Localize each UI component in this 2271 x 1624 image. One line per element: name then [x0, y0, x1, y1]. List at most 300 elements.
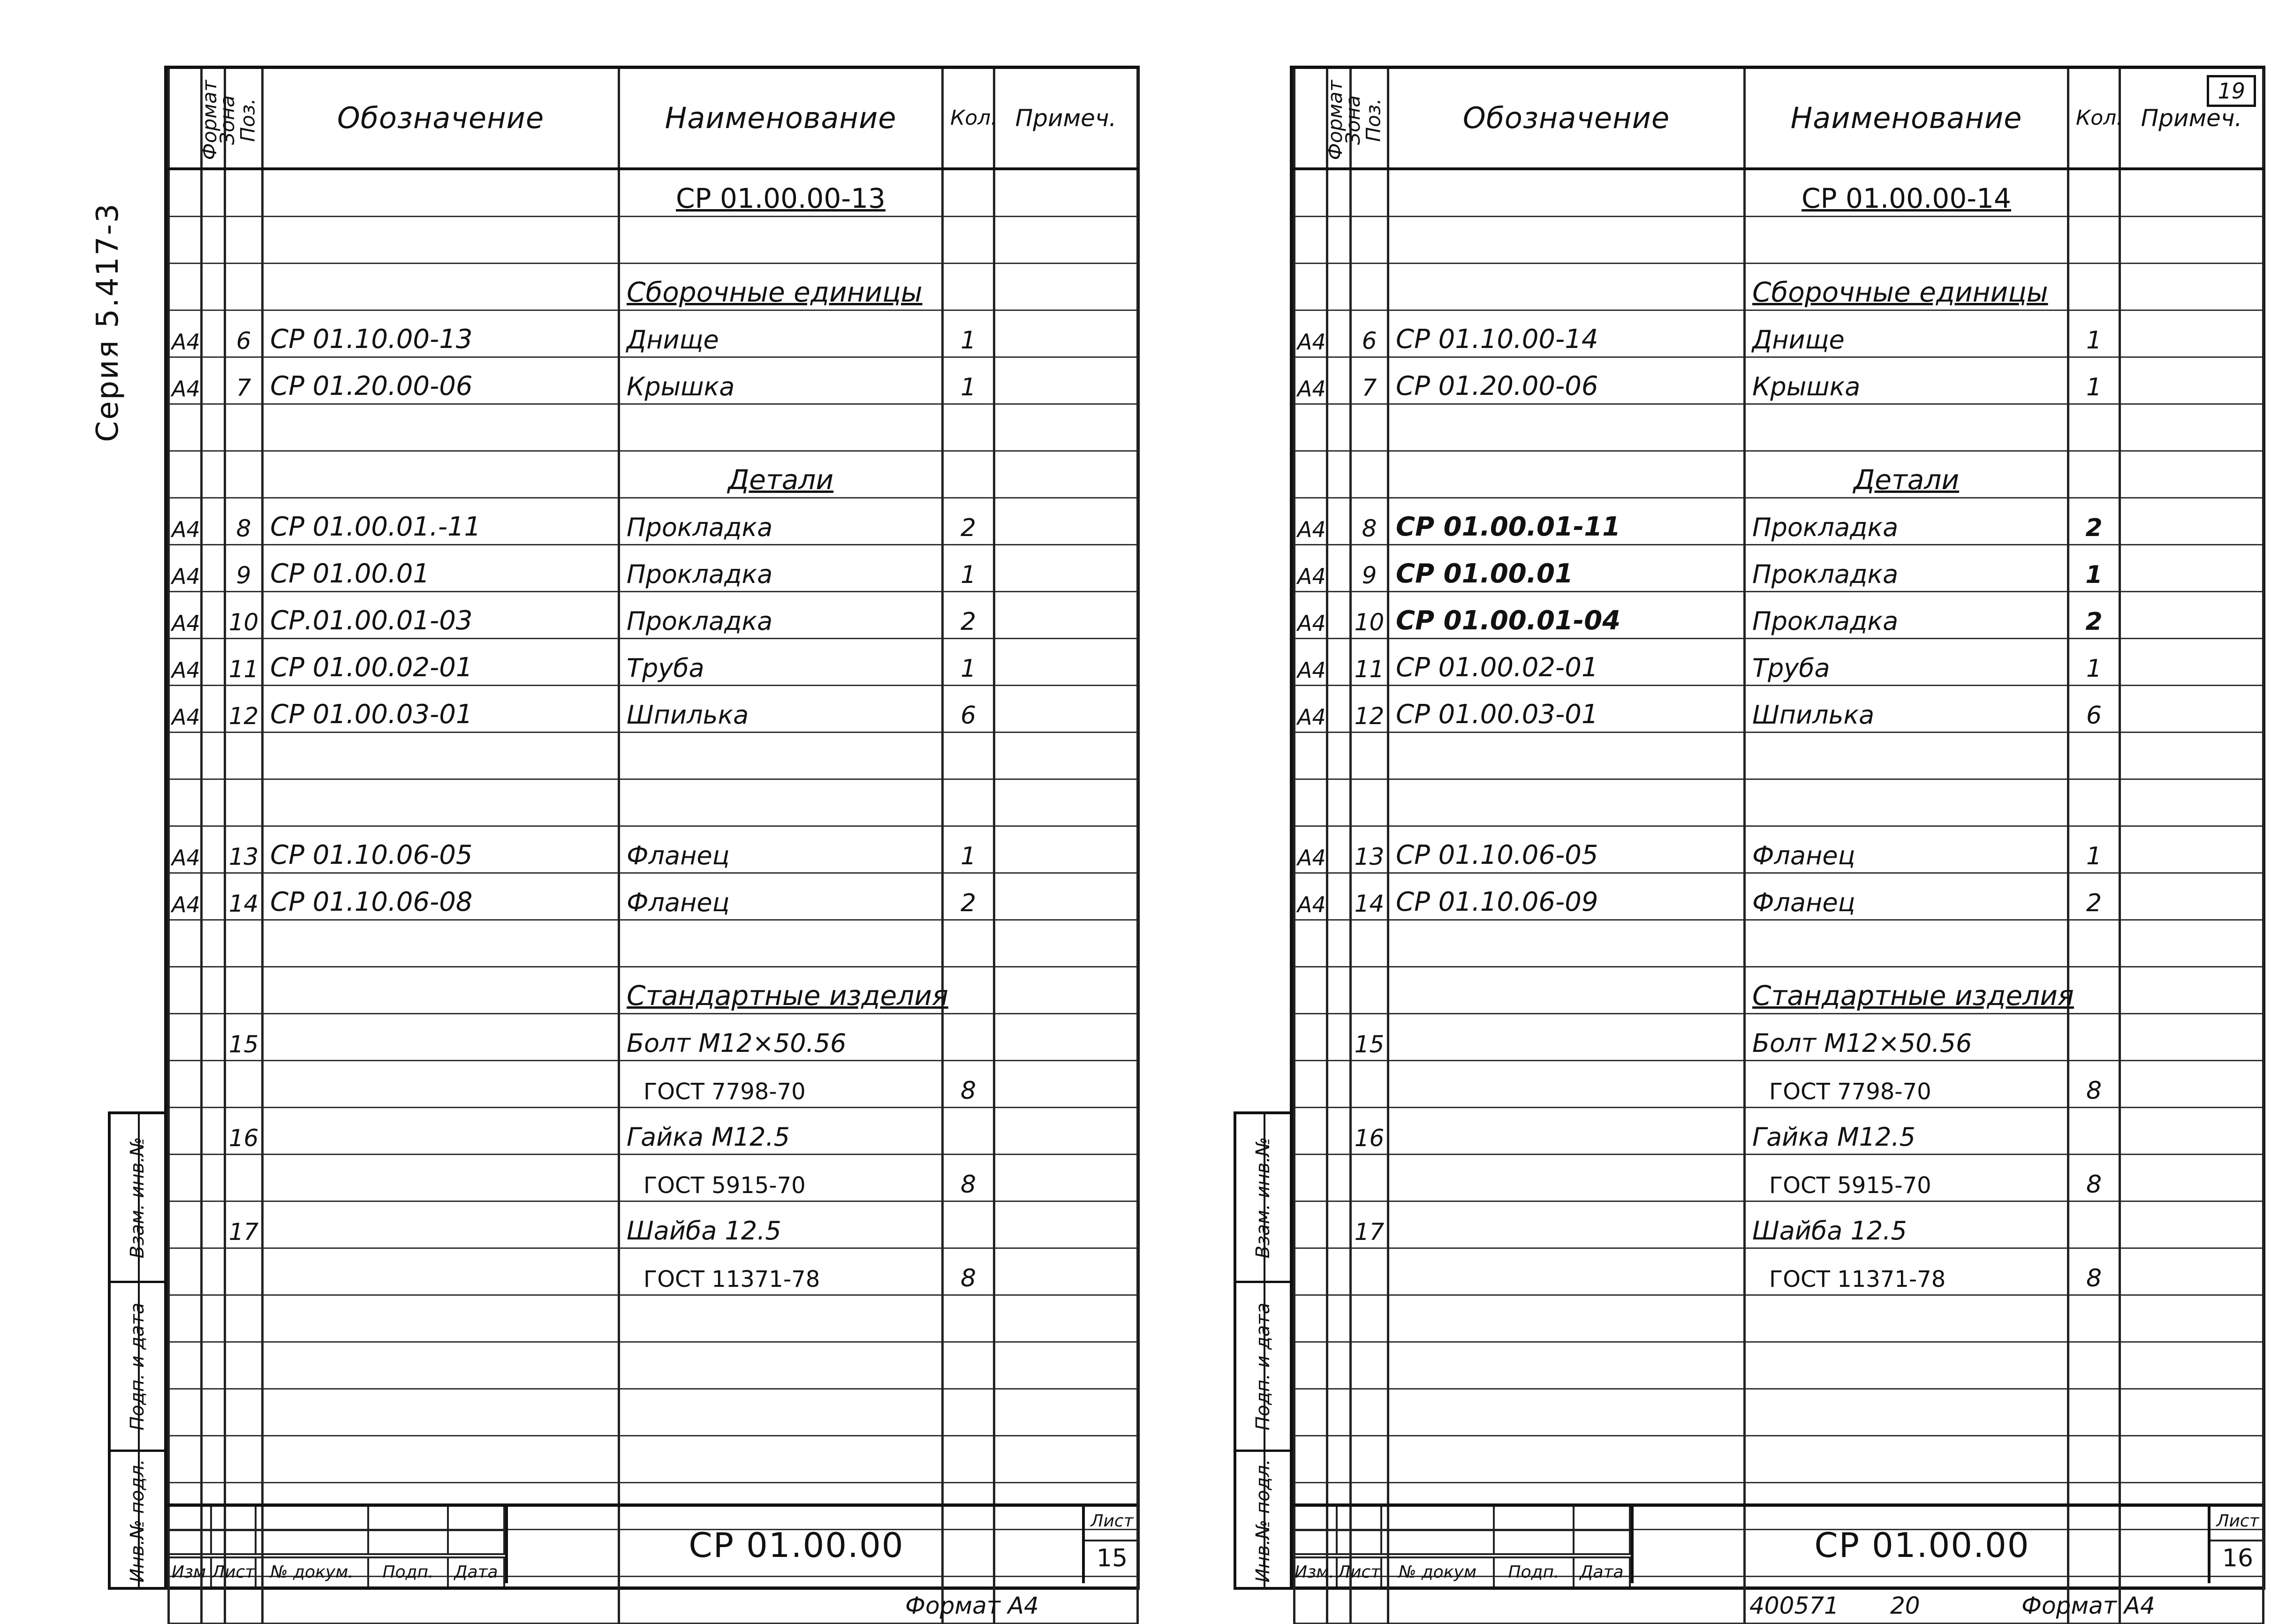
sheet-number: 16 — [2222, 1544, 2254, 1572]
table-row — [169, 498, 1138, 545]
cell-designation: СР 01.00.03-01 — [263, 686, 619, 733]
cell-zone — [202, 779, 225, 826]
cell-quantity: 1 — [943, 545, 994, 592]
header-qty: Кол. — [2068, 69, 2120, 169]
table-row — [169, 1014, 1138, 1061]
cell-name — [1745, 404, 2068, 451]
cell-note — [994, 169, 1138, 217]
cell-note — [2120, 1436, 2263, 1483]
cell-position — [1351, 967, 1388, 1014]
cell-note — [2120, 264, 2263, 310]
cell-zone — [202, 1108, 225, 1155]
cell-name — [619, 217, 943, 264]
cell-position: 11 — [225, 639, 263, 686]
cell-note — [2120, 639, 2263, 686]
cell-note — [2120, 826, 2263, 873]
table-row — [169, 967, 1138, 1014]
cell-name: Фланец — [619, 873, 943, 920]
cell-note — [2120, 404, 2263, 451]
cell-note — [2120, 967, 2263, 1014]
cell-quantity — [2068, 967, 2120, 1014]
cell-format: А4 — [169, 357, 202, 404]
header-name: Наименование — [619, 69, 943, 169]
cell-note — [994, 1389, 1138, 1436]
cell-zone — [202, 686, 225, 733]
cell-note — [994, 451, 1138, 498]
cell-quantity: 8 — [943, 1248, 994, 1295]
cell-note — [994, 1436, 1138, 1483]
cell-note — [994, 1155, 1138, 1201]
cell-quantity — [943, 264, 994, 310]
cell-quantity — [943, 1436, 994, 1483]
binder-inv: Инв.№ подл. — [127, 1459, 148, 1583]
cell-position — [1351, 779, 1388, 826]
cell-designation: СР 01.10.06-08 — [263, 873, 619, 920]
left-sheet — [61, 33, 1140, 1619]
cell-quantity — [2068, 779, 2120, 826]
cell-zone — [1327, 967, 1351, 1014]
table-row — [169, 1389, 1138, 1436]
cell-zone — [1327, 920, 1351, 967]
cell-designation — [1388, 967, 1745, 1014]
cell-designation — [263, 264, 619, 310]
right-title-block — [1293, 1503, 2262, 1586]
cell-position: 12 — [225, 686, 263, 733]
cell-quantity — [943, 1201, 994, 1248]
cell-designation — [1388, 1108, 1745, 1155]
sheet-number: 15 — [1096, 1544, 1128, 1572]
cell-quantity — [943, 451, 994, 498]
cell-quantity — [2068, 1389, 2120, 1436]
binder-vzam: Взам. инв.№ — [111, 1114, 164, 1283]
cell-position: 11 — [1351, 639, 1388, 686]
cell-name: Прокладка — [1745, 545, 2068, 592]
cell-quantity: 6 — [2068, 686, 2120, 733]
cell-note — [994, 264, 1138, 310]
table-row — [169, 779, 1138, 826]
right-spec-table — [1293, 69, 2264, 1624]
label-izm: Изм — [167, 1558, 212, 1586]
table-row — [1294, 217, 2263, 264]
cell-designation — [1388, 1248, 1745, 1295]
cell-format: А4 — [1294, 592, 1327, 639]
left-frame — [164, 66, 1140, 1590]
cell-position — [225, 169, 263, 217]
table-row — [1294, 1295, 2263, 1342]
table-row — [1294, 264, 2263, 310]
cell-position: 15 — [225, 1014, 263, 1061]
table-row — [169, 1108, 1138, 1155]
cell-position — [1351, 1342, 1388, 1389]
cell-zone — [1327, 1155, 1351, 1201]
cell-format — [169, 1248, 202, 1295]
cell-note — [994, 1201, 1138, 1248]
table-row — [169, 404, 1138, 451]
cell-position — [225, 217, 263, 264]
cell-position — [225, 779, 263, 826]
cell-note — [2120, 1108, 2263, 1155]
label-doc: № докум. — [257, 1558, 369, 1586]
cell-designation — [1388, 264, 1745, 310]
cell-note — [994, 1108, 1138, 1155]
cell-quantity: 1 — [943, 357, 994, 404]
cell-name: Шайба 12.5 — [1745, 1201, 2068, 1248]
table-row — [169, 733, 1138, 779]
cell-note — [2120, 1248, 2263, 1295]
cell-zone — [1327, 1342, 1351, 1389]
cell-note — [994, 967, 1138, 1014]
cell-designation: СР 01.00.03-01 — [1388, 686, 1745, 733]
cell-position — [1351, 1295, 1388, 1342]
cell-zone — [202, 733, 225, 779]
cell-zone — [202, 1295, 225, 1342]
cell-format — [169, 1295, 202, 1342]
cell-designation — [263, 1155, 619, 1201]
cell-name: Прокладка — [1745, 592, 2068, 639]
cell-position: 10 — [225, 592, 263, 639]
cell-designation — [1388, 1061, 1745, 1108]
cell-position: 8 — [225, 498, 263, 545]
cell-note — [994, 733, 1138, 779]
header-row — [1294, 69, 2263, 169]
cell-zone — [1327, 451, 1351, 498]
cell-format: А4 — [169, 545, 202, 592]
cell-position — [1351, 169, 1388, 217]
cell-quantity: 2 — [2068, 873, 2120, 920]
cell-zone — [202, 920, 225, 967]
cell-quantity — [2068, 733, 2120, 779]
cell-zone — [1327, 264, 1351, 310]
header-designation: Обозначение — [263, 69, 619, 169]
cell-name — [619, 733, 943, 779]
cell-designation — [263, 169, 619, 217]
cell-note — [994, 404, 1138, 451]
cell-zone — [1327, 310, 1351, 357]
table-row — [169, 686, 1138, 733]
cell-format: А4 — [169, 826, 202, 873]
cell-note — [2120, 217, 2263, 264]
cell-quantity — [2068, 1436, 2120, 1483]
header-zone: Зона — [202, 69, 225, 169]
cell-note — [994, 1014, 1138, 1061]
cell-zone — [202, 545, 225, 592]
cell-name: ГОСТ 7798-70 — [619, 1061, 943, 1108]
header-zone: Зона — [1327, 69, 1351, 169]
table-row — [1294, 1061, 2263, 1108]
cell-zone — [202, 1436, 225, 1483]
cell-note — [994, 498, 1138, 545]
cell-designation — [263, 1014, 619, 1061]
label-list: Лист — [212, 1558, 257, 1586]
cell-designation: СР 01.10.00-13 — [263, 310, 619, 357]
cell-quantity — [943, 1014, 994, 1061]
cell-designation — [263, 1201, 619, 1248]
cell-quantity: 8 — [943, 1061, 994, 1108]
table-row — [169, 264, 1138, 310]
cell-name: Шпилька — [619, 686, 943, 733]
cell-position: 15 — [1351, 1014, 1388, 1061]
cell-note — [994, 686, 1138, 733]
revision-labels — [1293, 1556, 1631, 1586]
table-row — [169, 545, 1138, 592]
cell-note — [994, 1342, 1138, 1389]
cell-designation — [1388, 404, 1745, 451]
cell-note — [994, 1061, 1138, 1108]
table-row — [169, 1436, 1138, 1483]
cell-format — [1294, 451, 1327, 498]
cell-position: 10 — [1351, 592, 1388, 639]
cell-position: 9 — [1351, 545, 1388, 592]
cell-format — [1294, 920, 1327, 967]
cell-position — [225, 1295, 263, 1342]
cell-quantity — [943, 1342, 994, 1389]
cell-designation: СР 01.20.00-06 — [263, 357, 619, 404]
cell-name — [1745, 1389, 2068, 1436]
cell-position: 7 — [225, 357, 263, 404]
table-row — [169, 217, 1138, 264]
cell-note — [2120, 310, 2263, 357]
cell-format — [1294, 779, 1327, 826]
table-row — [169, 920, 1138, 967]
table-row — [1294, 920, 2263, 967]
cell-name: Шайба 12.5 — [619, 1201, 943, 1248]
cell-designation: СР 01.00.02-01 — [1388, 639, 1745, 686]
cell-position — [225, 1389, 263, 1436]
cell-name: Стандартные изделия — [619, 967, 943, 1014]
cell-zone — [202, 873, 225, 920]
cell-format — [169, 1201, 202, 1248]
cell-quantity — [943, 404, 994, 451]
cell-note — [2120, 1155, 2263, 1201]
cell-zone — [202, 826, 225, 873]
cell-name — [619, 404, 943, 451]
cell-name: ГОСТ 11371-78 — [1745, 1248, 2068, 1295]
table-row — [1294, 1108, 2263, 1155]
table-row — [169, 826, 1138, 873]
cell-quantity — [943, 967, 994, 1014]
cell-name: ГОСТ 11371-78 — [619, 1248, 943, 1295]
table-row — [1294, 733, 2263, 779]
cell-format: А4 — [1294, 545, 1327, 592]
cell-name: СР 01.00.00-13 — [619, 169, 943, 217]
cell-name — [1745, 779, 2068, 826]
cell-note — [2120, 498, 2263, 545]
cell-format — [1294, 1108, 1327, 1155]
cell-note — [2120, 873, 2263, 920]
binder-podp: Подп. и дата — [111, 1283, 164, 1452]
sheet-label: Лист — [1085, 1511, 1139, 1541]
cell-zone — [1327, 639, 1351, 686]
cell-note — [2120, 1295, 2263, 1342]
cell-zone — [202, 1389, 225, 1436]
cell-designation — [263, 217, 619, 264]
table-row — [1294, 873, 2263, 920]
cell-designation — [263, 733, 619, 779]
cell-format — [169, 920, 202, 967]
cell-format: А4 — [1294, 498, 1327, 545]
header-pos: Поз. — [1351, 69, 1388, 169]
cell-note — [2120, 545, 2263, 592]
cell-name: Прокладка — [1745, 498, 2068, 545]
table-row — [169, 1342, 1138, 1389]
table-row — [1294, 592, 2263, 639]
cell-zone — [202, 1248, 225, 1295]
cell-quantity — [943, 920, 994, 967]
cell-position — [225, 1061, 263, 1108]
table-row — [1294, 451, 2263, 498]
cell-designation: СР 01.00.01 — [1388, 545, 1745, 592]
table-row — [1294, 169, 2263, 217]
cell-position — [1351, 1061, 1388, 1108]
cell-name: Днище — [1745, 310, 2068, 357]
cell-position: 6 — [1351, 310, 1388, 357]
cell-name: Труба — [619, 639, 943, 686]
cell-name: Сборочные единицы — [1745, 264, 2068, 310]
document-code: СР 01.00.00 — [505, 1507, 1085, 1583]
format-footer: Формат А4 — [905, 1592, 1039, 1619]
right-sheet — [1187, 33, 2265, 1619]
cell-designation: СР 01.00.01-11 — [1388, 498, 1745, 545]
cell-position — [1351, 1248, 1388, 1295]
cell-zone — [1327, 1014, 1351, 1061]
cell-name: Детали — [619, 451, 943, 498]
cell-quantity: 8 — [943, 1155, 994, 1201]
cell-note — [2120, 592, 2263, 639]
cell-designation — [1388, 1389, 1745, 1436]
cell-quantity: 2 — [943, 498, 994, 545]
cell-quantity — [2068, 1108, 2120, 1155]
cell-zone — [1327, 1436, 1351, 1483]
cell-designation: СР 01.10.06-05 — [1388, 826, 1745, 873]
cell-name — [1745, 920, 2068, 967]
cell-name: Фланец — [1745, 826, 2068, 873]
table-row — [1294, 1342, 2263, 1389]
cell-note — [2120, 169, 2263, 217]
series-label: Серия 5.417-3 — [91, 202, 125, 442]
cell-position: 13 — [225, 826, 263, 873]
cell-quantity — [943, 733, 994, 779]
cell-name — [619, 779, 943, 826]
table-row — [169, 1248, 1138, 1295]
cell-position: 13 — [1351, 826, 1388, 873]
label-podp: Подп. — [1495, 1558, 1575, 1586]
cell-format — [169, 733, 202, 779]
cell-designation — [1388, 217, 1745, 264]
cell-name: Болт М12×50.56 — [619, 1014, 943, 1061]
cell-designation — [1388, 779, 1745, 826]
cell-note — [2120, 357, 2263, 404]
cell-format: А4 — [169, 310, 202, 357]
left-title-block — [167, 1503, 1136, 1586]
cell-note — [2120, 920, 2263, 967]
cell-name: Стандартные изделия — [1745, 967, 2068, 1014]
binder-podp: Подп. и дата — [1236, 1283, 1290, 1452]
cell-format — [1294, 1436, 1327, 1483]
table-row — [169, 1201, 1138, 1248]
cell-quantity — [2068, 1342, 2120, 1389]
cell-zone — [1327, 592, 1351, 639]
cell-zone — [202, 1014, 225, 1061]
cell-position — [1351, 451, 1388, 498]
cell-note — [994, 779, 1138, 826]
cell-quantity — [2068, 404, 2120, 451]
header-note: Примеч. — [2120, 69, 2263, 169]
cell-designation — [1388, 1201, 1745, 1248]
cell-format — [1294, 217, 1327, 264]
cell-quantity: 2 — [2068, 592, 2120, 639]
table-row — [169, 451, 1138, 498]
cell-zone — [202, 639, 225, 686]
cell-position — [1351, 920, 1388, 967]
cell-name: Фланец — [1745, 873, 2068, 920]
cell-quantity — [2068, 169, 2120, 217]
cell-designation — [263, 404, 619, 451]
label-doc: № докум — [1382, 1558, 1495, 1586]
cell-designation — [1388, 1436, 1745, 1483]
cell-name: Детали — [1745, 451, 2068, 498]
cell-note — [994, 1295, 1138, 1342]
cell-designation: СР 01.00.02-01 — [263, 639, 619, 686]
cell-format — [1294, 1201, 1327, 1248]
cell-position — [1351, 1389, 1388, 1436]
label-izm: Изм. — [1293, 1558, 1338, 1586]
table-row — [169, 1295, 1138, 1342]
cell-format: А4 — [169, 498, 202, 545]
cell-designation — [263, 779, 619, 826]
cell-position — [225, 404, 263, 451]
cell-quantity — [2068, 1201, 2120, 1248]
cell-designation — [263, 1342, 619, 1389]
cell-quantity — [943, 169, 994, 217]
cell-note — [2120, 1342, 2263, 1389]
cell-position: 17 — [225, 1201, 263, 1248]
cell-quantity: 1 — [2068, 545, 2120, 592]
cell-note — [2120, 686, 2263, 733]
cell-zone — [1327, 404, 1351, 451]
cell-position: 16 — [225, 1108, 263, 1155]
cell-position — [225, 1155, 263, 1201]
cell-designation — [263, 1108, 619, 1155]
cell-designation — [263, 1061, 619, 1108]
cell-note — [994, 217, 1138, 264]
cell-designation — [263, 1436, 619, 1483]
cell-designation: СР 01.00.01.-11 — [263, 498, 619, 545]
header-designation: Обозначение — [1388, 69, 1745, 169]
cell-name: Прокладка — [619, 498, 943, 545]
cell-designation — [1388, 1342, 1745, 1389]
cell-quantity — [2068, 1295, 2120, 1342]
table-row — [1294, 357, 2263, 404]
cell-quantity: 8 — [2068, 1061, 2120, 1108]
cell-position: 14 — [225, 873, 263, 920]
cell-name — [1745, 217, 2068, 264]
cell-zone — [1327, 498, 1351, 545]
cell-quantity: 1 — [2068, 639, 2120, 686]
cell-name — [1745, 1295, 2068, 1342]
cell-zone — [1327, 826, 1351, 873]
cell-format — [1294, 1295, 1327, 1342]
cell-format — [169, 1155, 202, 1201]
cell-designation — [263, 920, 619, 967]
cell-format — [169, 1342, 202, 1389]
cell-note — [994, 826, 1138, 873]
table-row — [1294, 1389, 2263, 1436]
cell-format — [169, 169, 202, 217]
cell-note — [2120, 1201, 2263, 1248]
cell-zone — [202, 1201, 225, 1248]
cell-position: 12 — [1351, 686, 1388, 733]
cell-position — [225, 967, 263, 1014]
